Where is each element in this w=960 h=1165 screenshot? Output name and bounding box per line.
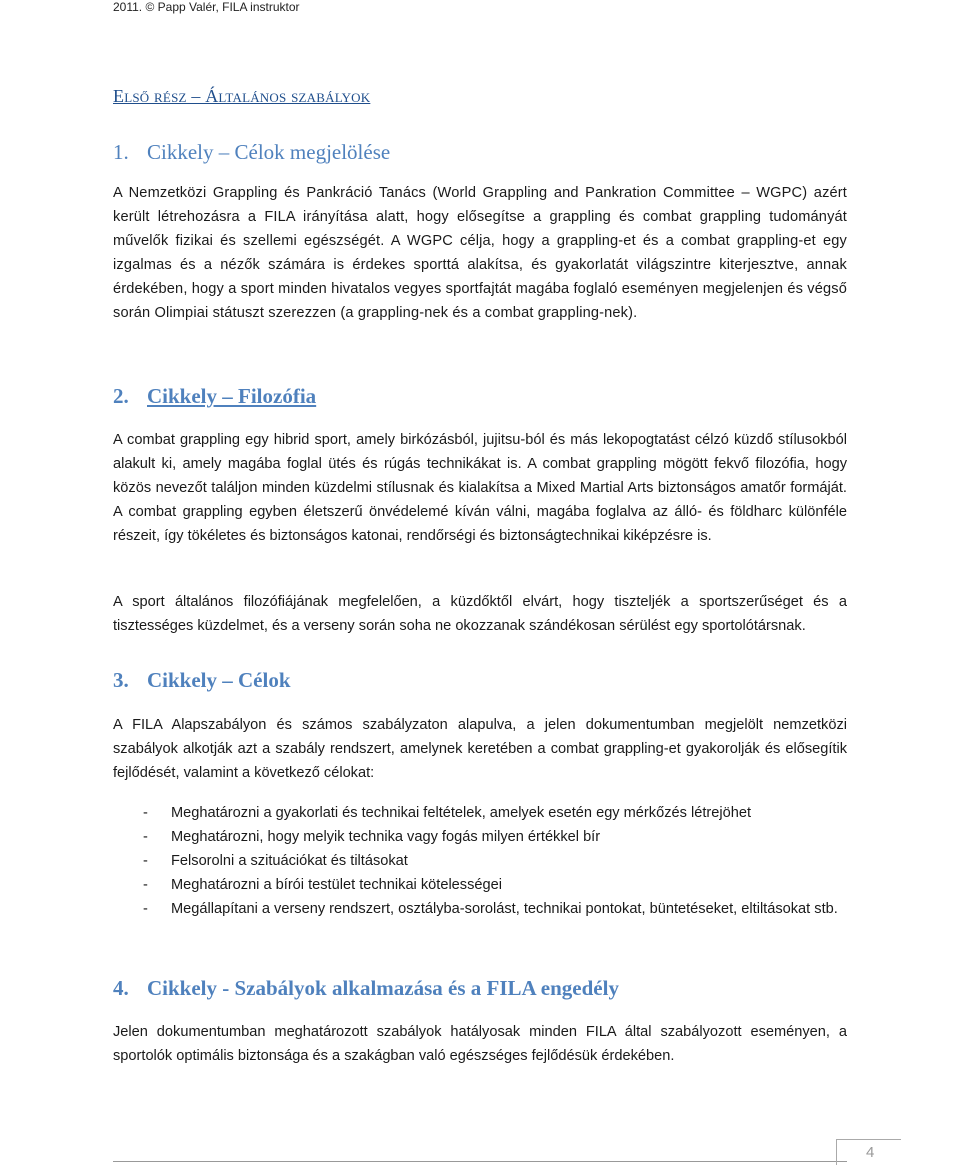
article-1-title: Cikkely – Célok megjelölése	[147, 140, 391, 164]
article-4-paragraph: Jelen dokumentumban meghatározott szabályok hatályosak minden FILA által szabályozott eseményen, a sportolók optimális biztonsága és a szakágban való egészséges fejlődésük érdekében.	[113, 1024, 847, 1064]
article-1-paragraph: A Nemzetközi Grappling és Pankráció Tanács (World Grappling and Pankration Committee – WGPC) azért került létrehozásra a FILA irányítása alatt, hogy elősegítse a grappling és combat grappling tudományát művelők fizikai és szellemi egészségét. A WGPC célja, hogy a grappling-et és a combat grappling-et egy izgalmas és a nézők számára is érdekes sporttá alakítsa, és gyakorlatát világszintre kiterjesztve, annak érdekében, hogy a sport minden hivatalos vegyes sportfajtát magába foglaló eseményen megjelenjen és végső során Olimpiai státuszt szerezzen (a grappling-nek és a combat grappling-nek).	[113, 185, 847, 321]
page-number: 4	[866, 1144, 875, 1161]
article-1-heading	[113, 140, 390, 165]
article-2-paragraph-2: A sport általános filozófiájának megfelelően, a küzdőktől elvárt, hogy tiszteljék a sportszerűséget és a tisztességes küzdelmet, és a verseny során soha ne okozzanak szándékosan sérülést egy sportolótársnak.	[113, 594, 847, 634]
article-1-number: 1.	[113, 140, 129, 164]
footer-divider	[113, 1161, 847, 1162]
article-4-heading	[113, 976, 619, 1001]
article-3-title: Cikkely – Célok	[147, 668, 291, 692]
article-2-heading	[113, 384, 316, 409]
article-2-paragraph-1: A combat grappling egy hibrid sport, amely birkózásból, jujitsu-ból és más lekopogtatást célzó küzdő stílusokból alakult ki, amely magába foglal ütés és rúgás technikákat is. A combat grappling mögött fekvő filozófia, hogy közös nevezőt találjon minden küzdelmi stílusnak és kialakítsa a Mixed Martial Arts biztonságos amatőr formáját. A combat grappling egyben életszerű önvédelemé kíván válni, magába foglalva az álló- és földharc különféle részeit, így tökéletes és biztonságos katonai, rendőrségi és biztonságtechnikai kiképzésre is.	[113, 432, 847, 544]
article-3-paragraph: A FILA Alapszabályon és számos szabályzaton alapulva, a jelen dokumentumban megjelölt nemzetközi szabályok alkotják azt a szabály rendszert, amelynek keretében a combat grappling-et gyakorolják és elősegítik fejlődését, valamint a következő célokat:	[113, 717, 847, 781]
article-3-number: 3.	[113, 668, 129, 692]
list-item: - Meghatározni a gyakorlati és technikai feltételek, amelyek esetén egy mérkőzés létrejöhet	[113, 801, 847, 825]
list-item: - Meghatározni, hogy melyik technika vagy fogás milyen értékkel bír	[113, 825, 847, 849]
article-2-number: 2.	[113, 384, 129, 408]
part-title: Első rész – Általános szabályok	[113, 86, 371, 106]
article-4-title: Cikkely - Szabályok alkalmazása és a FILA engedély	[147, 976, 619, 1000]
article-2-title: Cikkely – Filozófia	[147, 384, 317, 408]
article-4-number: 4.	[113, 976, 129, 1000]
goals-list	[113, 801, 847, 921]
list-item: - Meghatározni a bírói testület technikai kötelességei	[113, 873, 847, 897]
list-item: - Felsorolni a szituációkat és tiltásokat	[113, 849, 847, 873]
list-item: - Megállapítani a verseny rendszert, osztályba-sorolást, technikai pontokat, büntetéseket, eltiltásokat stb.	[113, 897, 847, 921]
page-header: 2011. © Papp Valér, FILA instruktor	[113, 0, 300, 14]
article-3-heading	[113, 668, 291, 693]
